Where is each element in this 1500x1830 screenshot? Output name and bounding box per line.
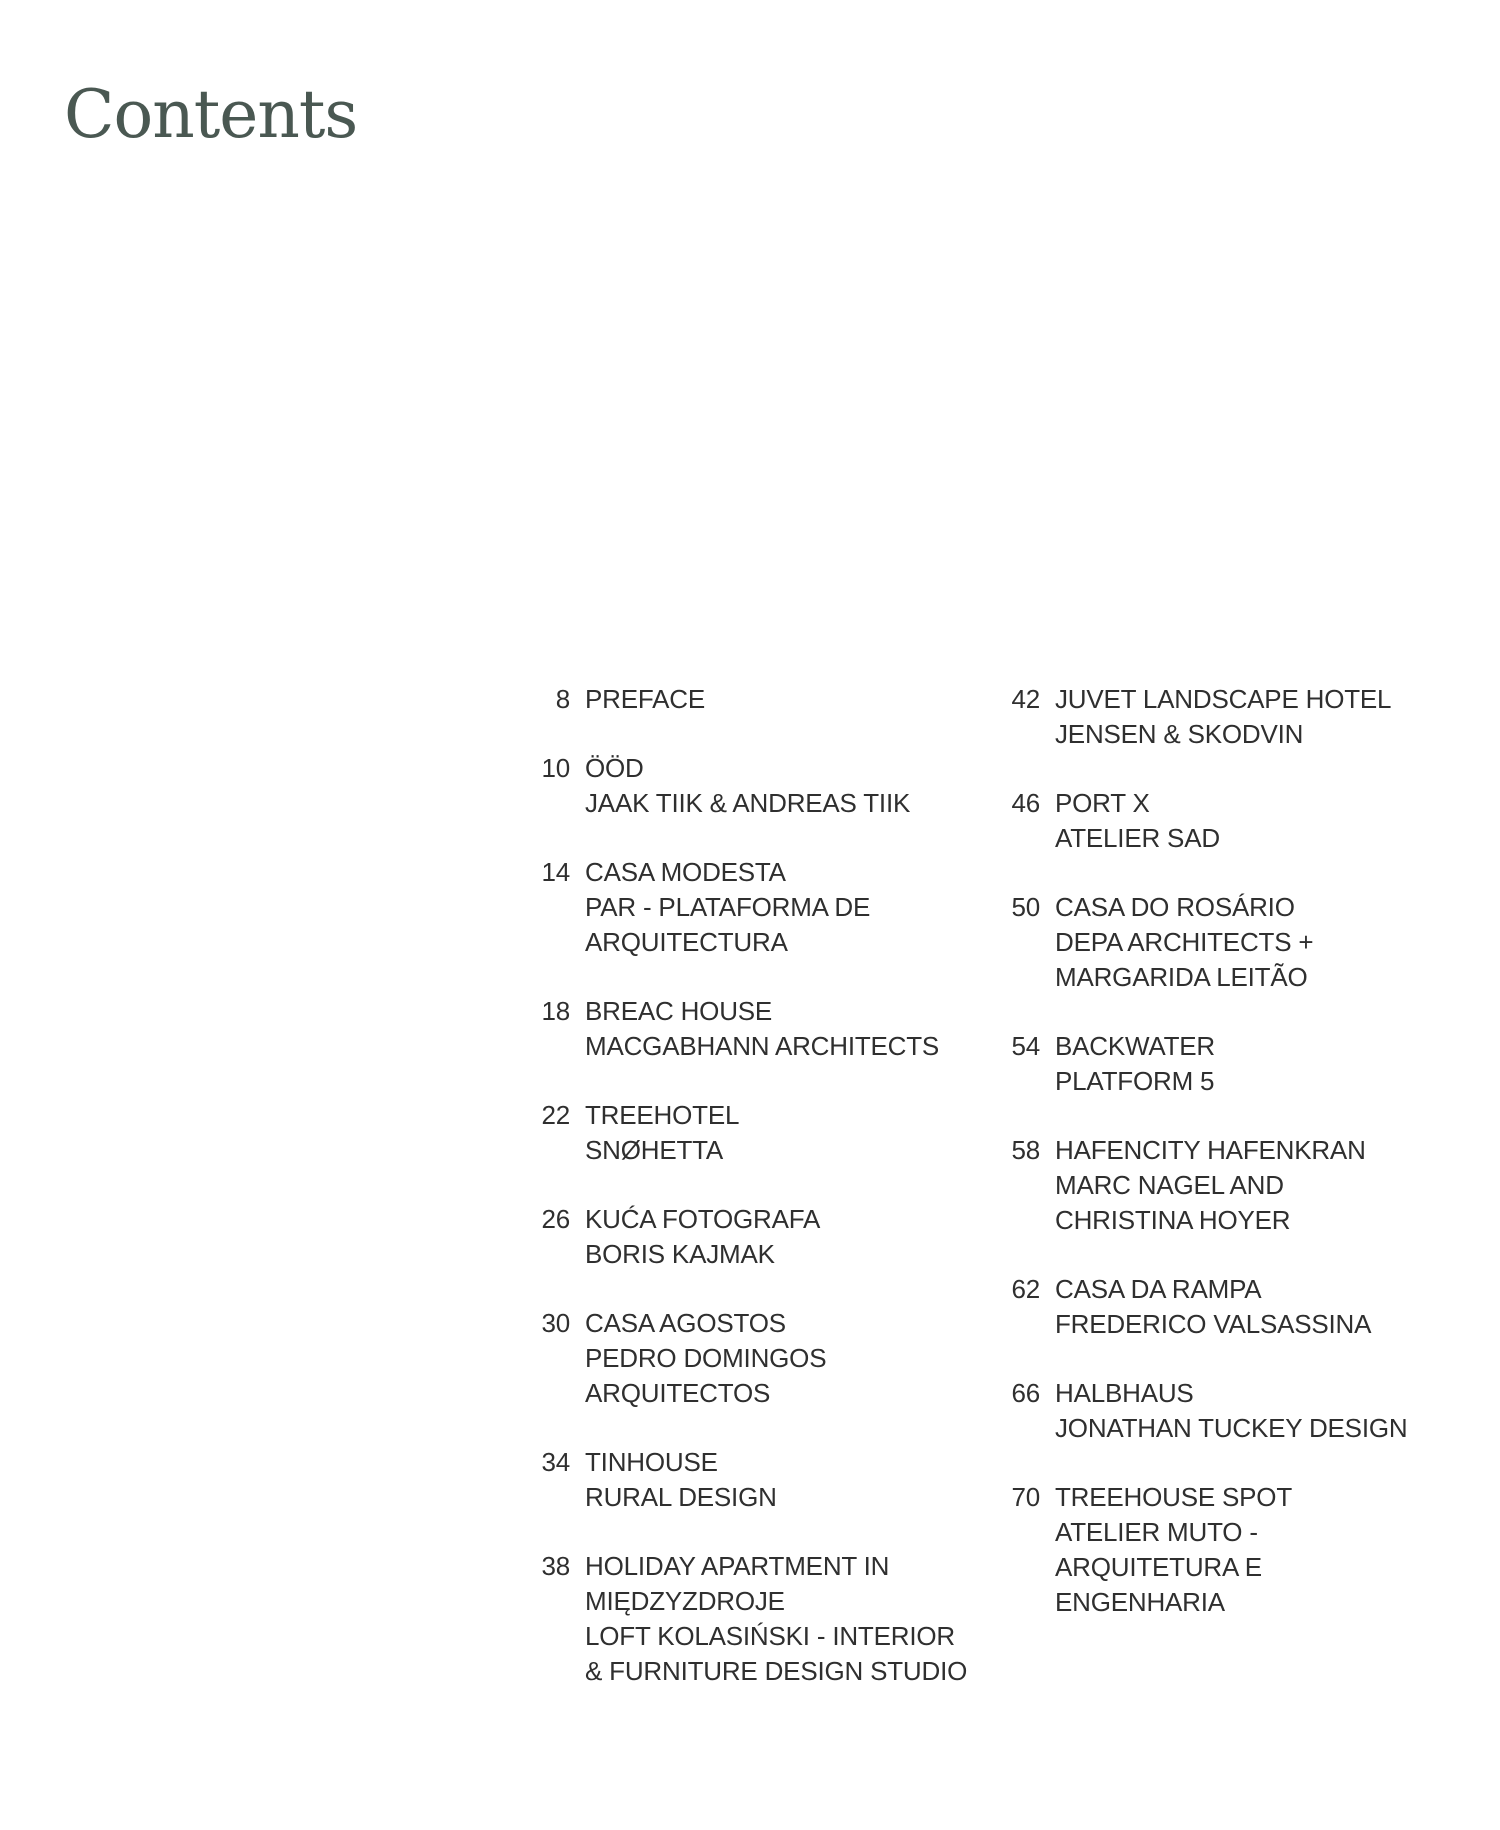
toc-column-right bbox=[990, 682, 1470, 1654]
toc-page-number: 70 bbox=[1011, 1482, 1040, 1512]
toc-entry-line: JONATHAN TUCKEY DESIGN bbox=[1055, 1413, 1408, 1443]
toc-entry-text bbox=[585, 1202, 820, 1272]
toc-page-number: 66 bbox=[1011, 1378, 1040, 1408]
toc-entry-title: CASA DO ROSÁRIO bbox=[1055, 892, 1295, 922]
toc-page-number: 22 bbox=[541, 1100, 570, 1130]
toc-page-number: 38 bbox=[541, 1551, 570, 1581]
toc-entry-text bbox=[1055, 1272, 1371, 1342]
toc-entry-line: MARC NAGEL AND bbox=[1055, 1170, 1284, 1200]
toc-entry-title: ÖÖD bbox=[585, 753, 644, 783]
toc-entry bbox=[520, 1306, 990, 1411]
page-title: Contents bbox=[64, 76, 358, 153]
toc-entry-text bbox=[585, 855, 870, 960]
toc-entry-line: CHRISTINA HOYER bbox=[1055, 1205, 1291, 1235]
toc-entry-line: FREDERICO VALSASSINA bbox=[1055, 1309, 1372, 1339]
toc-entry-line: MARGARIDA LEITÃO bbox=[1055, 962, 1308, 992]
toc-entry-title: CASA AGOSTOS bbox=[585, 1308, 786, 1338]
toc-entry bbox=[990, 1133, 1470, 1238]
toc-entry-text bbox=[1055, 682, 1391, 752]
toc-page-number: 50 bbox=[1011, 892, 1040, 922]
toc-entry-line: ATELIER SAD bbox=[1055, 823, 1220, 853]
toc-page-number: 54 bbox=[1011, 1031, 1040, 1061]
toc-entry-text bbox=[1055, 1376, 1407, 1446]
toc-entry bbox=[990, 1029, 1470, 1099]
toc-entry-line: ENGENHARIA bbox=[1055, 1587, 1225, 1617]
toc-entry-text bbox=[1055, 1029, 1215, 1099]
toc-page-number: 34 bbox=[541, 1447, 570, 1477]
toc-entry-line: JENSEN & SKODVIN bbox=[1055, 719, 1304, 749]
toc-entry-line: LOFT KOLASIŃSKI - INTERIOR bbox=[585, 1621, 955, 1651]
toc-entry-text bbox=[585, 751, 910, 821]
toc-entry-line: RURAL DESIGN bbox=[585, 1482, 777, 1512]
toc-entry-title: CASA MODESTA bbox=[585, 857, 786, 887]
toc-page-number: 18 bbox=[541, 996, 570, 1026]
toc-entry bbox=[990, 1272, 1470, 1342]
toc-entry-line: BORIS KAJMAK bbox=[585, 1239, 775, 1269]
toc-page-number: 58 bbox=[1011, 1135, 1040, 1165]
toc-entry-line: PAR - PLATAFORMA DE bbox=[585, 892, 871, 922]
toc-entry-line: PEDRO DOMINGOS bbox=[585, 1343, 827, 1373]
toc-entry bbox=[520, 855, 990, 960]
toc-page-number: 30 bbox=[541, 1308, 570, 1338]
toc-entry-title: CASA DA RAMPA bbox=[1055, 1274, 1262, 1304]
toc-column-left bbox=[520, 682, 990, 1723]
toc-entry-line: ATELIER MUTO - bbox=[1055, 1517, 1258, 1547]
toc-entry-text bbox=[585, 1445, 777, 1515]
toc-entry-text bbox=[585, 1306, 826, 1411]
toc-entry-text bbox=[1055, 1133, 1366, 1238]
toc-entry-line: SNØHETTA bbox=[585, 1135, 724, 1165]
toc-entry-title: PORT X bbox=[1055, 788, 1150, 818]
toc-entry bbox=[990, 1376, 1470, 1446]
toc-entry-title: BACKWATER bbox=[1055, 1031, 1215, 1061]
toc-entry-line: ARQUITECTURA bbox=[585, 927, 788, 957]
toc-entry bbox=[990, 890, 1470, 995]
toc-entry-text bbox=[585, 1098, 739, 1168]
toc-entry bbox=[520, 1445, 990, 1515]
toc-entry-title: HAFENCITY HAFENKRAN bbox=[1055, 1135, 1366, 1165]
toc-page-number: 62 bbox=[1011, 1274, 1040, 1304]
toc-entry-text bbox=[585, 994, 939, 1064]
toc-entry-line: PLATFORM 5 bbox=[1055, 1066, 1215, 1096]
toc-entry-line: ARQUITECTOS bbox=[585, 1378, 771, 1408]
toc-page-number: 26 bbox=[541, 1204, 570, 1234]
toc-entry-line: & FURNITURE DESIGN STUDIO bbox=[585, 1656, 968, 1686]
toc-entry bbox=[520, 994, 990, 1064]
toc-entry bbox=[990, 1480, 1470, 1620]
toc-entry-title: KUĆA FOTOGRAFA bbox=[585, 1204, 821, 1234]
toc-entry-line: JAAK TIIK & ANDREAS TIIK bbox=[585, 788, 911, 818]
toc-page-number: 10 bbox=[541, 753, 570, 783]
toc-entry bbox=[520, 1549, 990, 1689]
toc-entry-line: MIĘDZYZDROJE bbox=[585, 1586, 785, 1616]
toc-entry-line: ARQUITETURA E bbox=[1055, 1552, 1262, 1582]
toc-entry-line: DEPA ARCHITECTS + bbox=[1055, 927, 1314, 957]
toc-entry-text bbox=[1055, 890, 1313, 995]
toc-page-number: 8 bbox=[555, 684, 570, 714]
toc-entry bbox=[520, 1202, 990, 1272]
toc-entry bbox=[520, 751, 990, 821]
toc-entry bbox=[990, 786, 1470, 856]
toc-entry bbox=[990, 682, 1470, 752]
toc-entry-title: BREAC HOUSE bbox=[585, 996, 773, 1026]
toc-entry-title: PREFACE bbox=[585, 684, 705, 714]
toc-entry-title: HALBHAUS bbox=[1055, 1378, 1194, 1408]
toc-entry-title: HOLIDAY APARTMENT IN bbox=[585, 1551, 890, 1581]
toc-entry-text bbox=[585, 1549, 967, 1689]
toc-entry-text bbox=[1055, 786, 1220, 856]
toc-entry-title: TINHOUSE bbox=[585, 1447, 718, 1477]
toc-entry-line: MACGABHANN ARCHITECTS bbox=[585, 1031, 940, 1061]
toc-entry-title: TREEHOUSE SPOT bbox=[1055, 1482, 1293, 1512]
toc-entry bbox=[520, 682, 990, 717]
toc-entry bbox=[520, 1098, 990, 1168]
toc-page-number: 42 bbox=[1011, 684, 1040, 714]
toc-page-number: 46 bbox=[1011, 788, 1040, 818]
toc-entry-text bbox=[585, 682, 705, 717]
toc-page-number: 14 bbox=[541, 857, 570, 887]
toc-entry-text bbox=[1055, 1480, 1292, 1620]
toc-entry-title: TREEHOTEL bbox=[585, 1100, 740, 1130]
toc-entry-title: JUVET LANDSCAPE HOTEL bbox=[1055, 684, 1392, 714]
